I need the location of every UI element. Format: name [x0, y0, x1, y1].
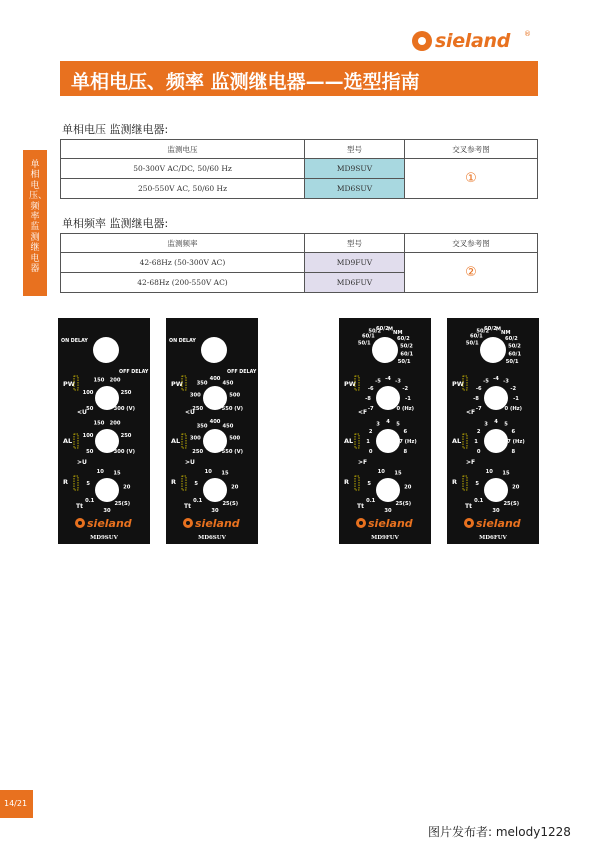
pw-label: PW: [344, 380, 356, 388]
knob1-scale-label: -2: [510, 386, 517, 392]
panel-model-label: MD6FUV: [479, 535, 507, 541]
panel-logo-text: sieland: [368, 517, 413, 530]
device-panel-md6fuv: [447, 318, 539, 544]
knob2-scale-label: 350: [196, 423, 208, 430]
panel-logo-mark-hole: [359, 521, 363, 525]
knob1-scale-label: -4: [385, 376, 391, 382]
range-cell: 250-550V AC, 50/60 Hz: [61, 179, 305, 199]
r-label: R: [171, 478, 177, 486]
mode-scale-label: 50/2: [508, 343, 521, 350]
title-bar: [60, 61, 538, 96]
knob3-scale-label: 0.1: [193, 498, 203, 504]
range-cell: 42-68Hz (50-300V AC): [61, 253, 305, 273]
knob2-scale-label: 2: [368, 429, 373, 435]
mode-scale-label: 50/1: [397, 359, 411, 365]
knob1-scale-label: 250: [120, 389, 132, 396]
knob2-scale-label: 4: [386, 419, 390, 425]
knob2-bottom-label: >F: [466, 459, 476, 466]
knob1-scale-label: 300 (V): [113, 406, 136, 412]
knob2-bottom-label: >F: [358, 459, 368, 466]
r-led-indicator: [182, 476, 186, 490]
knob2-scale-label: 5: [504, 421, 508, 428]
knob3-scale-label: 20: [123, 484, 131, 491]
knob3-scale-label: 5: [475, 481, 480, 488]
knob1-scale-label: 550 (V): [221, 406, 244, 412]
mode-scale-label: 60/1: [362, 333, 375, 340]
time-knob: [95, 478, 119, 502]
knob1-scale-label: -7: [367, 406, 374, 412]
knob1-scale-label: 200: [109, 377, 121, 384]
r-led-indicator: [463, 476, 467, 490]
knob1-scale-label: -2: [402, 386, 409, 392]
knob2-scale-label: 550 (V): [221, 449, 244, 455]
knob3-scale-label: 15: [502, 470, 510, 477]
knob2-scale-label: 250: [120, 432, 132, 439]
delay-knob: [93, 337, 119, 363]
knob1-scale-label: 50: [86, 406, 94, 412]
knob2-scale-label: 4: [494, 419, 498, 425]
knob1-scale-label: 300: [189, 392, 201, 399]
panel-model-label: MD9FUV: [371, 535, 399, 541]
knob2-bottom-label: >U: [185, 459, 195, 466]
mode-scale-label: 60/1: [400, 351, 414, 358]
knob1-scale-label: 150: [93, 377, 105, 384]
knob3-scale-label: 20: [512, 484, 520, 491]
panel-logo-mark-hole: [78, 521, 82, 525]
knob1-scale-label: -8: [473, 396, 479, 402]
model-cell: MD9SUV: [305, 159, 405, 179]
knob2-scale-label: 150: [93, 420, 105, 427]
page-title: 单相电压、频率 监测继电器——选型指南: [71, 71, 420, 93]
knob3-scale-label: 30: [384, 508, 392, 514]
time-knob: [484, 478, 508, 502]
knob3-scale-label: 15: [113, 470, 121, 477]
knob1-bottom-label: <F: [466, 409, 476, 416]
knob2-scale-label: 3: [484, 421, 488, 428]
frequency-section-heading: 单相频率 监测继电器:: [62, 217, 169, 230]
knob3-scale-label: 25(S): [114, 500, 131, 507]
knob3-scale-label: 5: [367, 481, 372, 488]
pw-label: PW: [171, 380, 183, 388]
voltage-table: [60, 139, 538, 199]
al-label: AL: [171, 437, 181, 445]
knob2-scale-label: 500: [229, 435, 241, 442]
off-delay-label: OFF DELAY: [119, 370, 149, 375]
ref-cell: [405, 253, 538, 293]
knob2-scale-label: 6: [511, 429, 516, 435]
panel-drawing: [166, 318, 258, 544]
device-panel-md9suv: [58, 318, 150, 544]
knob3-scale-label: 10: [377, 469, 385, 476]
table-row: [61, 159, 538, 179]
knob3-scale-label: 25(S): [503, 500, 520, 507]
al-label: AL: [452, 437, 462, 445]
knob3-scale-label: 20: [404, 484, 412, 491]
knob1-scale-label: 400: [209, 376, 221, 382]
mode-scale-label: 60/1: [470, 333, 483, 340]
knob1-scale-label: -1: [513, 396, 519, 402]
mode-scale-label: 60/2: [505, 335, 518, 342]
mode-scale-label: NM: [393, 330, 403, 337]
knob2-scale-label: 8: [511, 449, 516, 455]
knob2-bottom-label: >U: [77, 459, 87, 466]
knob1-scale-label: -5: [483, 378, 489, 385]
knob1-scale-label: -4: [493, 376, 499, 382]
side-tab: [23, 150, 47, 296]
knob1-bottom-label: <F: [358, 409, 368, 416]
mode-scale-label: M: [387, 326, 394, 333]
panel-drawing: [447, 318, 539, 544]
knob3-scale-label: 30: [492, 508, 500, 514]
panel-logo-mark-hole: [186, 521, 190, 525]
pw-label: PW: [452, 380, 464, 388]
mode-scale-label: 60/2: [376, 326, 389, 333]
logo-mark-icon: [412, 31, 432, 51]
knob3-scale-label: 25(S): [222, 500, 239, 507]
knob2-scale-label: 7 (Hz): [399, 439, 417, 445]
mode-scale-label: 60/2: [484, 326, 497, 333]
mode-scale-label: 50/1: [357, 340, 371, 347]
table-header: 交叉参考图: [405, 140, 538, 159]
mode-scale-label: 60/1: [508, 351, 522, 358]
publisher-watermark: 图片发布者: melody1228: [428, 825, 571, 839]
knob3-scale-label: 5: [86, 481, 91, 488]
mode-scale-label: 60/2: [397, 335, 410, 342]
range-cell: 42-68Hz (200-550V AC): [61, 273, 305, 293]
panel-drawing: [58, 318, 150, 544]
mode-scale-label: 50/2: [400, 343, 413, 350]
tt-label: Tt: [465, 503, 472, 510]
on-delay-label: ON DELAY: [169, 339, 196, 344]
knob3-scale-label: 30: [103, 508, 111, 514]
knob3-scale-label: 10: [96, 469, 104, 476]
al-led-indicator: [463, 434, 467, 448]
table-header: 监测频率: [61, 234, 305, 253]
panel-model-label: MD6SUV: [198, 535, 226, 541]
knob1-scale-label: 0 (Hz): [504, 406, 523, 412]
knob1-scale-label: -1: [405, 396, 411, 402]
al-label: AL: [344, 437, 354, 445]
knob3-scale-label: 15: [394, 470, 402, 477]
pw-label: PW: [63, 380, 75, 388]
reference-number: ②: [465, 265, 477, 280]
knob3-scale-label: 20: [231, 484, 239, 491]
r-label: R: [344, 478, 350, 486]
al-led-indicator: [355, 434, 359, 448]
frequency-table: [60, 233, 538, 293]
panel-logo-text: sieland: [195, 517, 240, 530]
knob1-bottom-label: <U: [185, 409, 195, 416]
r-led-indicator: [355, 476, 359, 490]
panel-model-label: MD9SUV: [90, 535, 118, 541]
mode-scale-label: 50/1: [505, 359, 519, 365]
model-cell: MD9FUV: [305, 253, 405, 273]
model-cell: MD6SUV: [305, 179, 405, 199]
knob2-scale-label: 8: [403, 449, 408, 455]
knob3-scale-label: 5: [194, 481, 199, 488]
knob1-bottom-label: <U: [77, 409, 87, 416]
threshold-knob-2: [484, 429, 508, 453]
knob1-scale-label: -7: [475, 406, 482, 412]
knob2-scale-label: 50: [86, 449, 94, 455]
knob3-scale-label: 15: [221, 470, 229, 477]
knob2-scale-label: 450: [222, 423, 234, 430]
registered-mark: ®: [524, 30, 531, 38]
r-label: R: [452, 478, 458, 486]
mode-scale-label: 50/1: [465, 340, 479, 347]
table-header: 监测电压: [61, 140, 305, 159]
table-row: [61, 253, 538, 273]
knob2-scale-label: 1: [474, 439, 478, 445]
mode-knob: [480, 337, 506, 363]
knob3-scale-label: 0.1: [474, 498, 484, 504]
table-header: 型号: [305, 140, 405, 159]
mode-scale-label: M: [495, 326, 502, 333]
knob1-scale-label: 0 (Hz): [396, 406, 415, 412]
knob2-scale-label: 5: [396, 421, 400, 428]
off-delay-label: OFF DELAY: [227, 370, 257, 375]
range-cell: 50-300V AC/DC, 50/60 Hz: [61, 159, 305, 179]
page-number-tab: [0, 790, 33, 818]
panel-logo-mark-hole: [467, 521, 471, 525]
knob3-scale-label: 10: [485, 469, 493, 476]
knob1-scale-label: 500: [229, 392, 241, 399]
device-panel-md6suv: [166, 318, 258, 544]
delay-knob: [201, 337, 227, 363]
time-knob: [376, 478, 400, 502]
knob2-scale-label: 0: [368, 449, 373, 455]
knob3-scale-label: 30: [211, 508, 219, 514]
panel-drawing: [339, 318, 431, 544]
tt-label: Tt: [357, 503, 364, 510]
knob2-scale-label: 400: [209, 419, 221, 425]
knob2-scale-label: 300 (V): [113, 449, 136, 455]
on-delay-label: ON DELAY: [61, 339, 88, 344]
al-label: AL: [63, 437, 73, 445]
knob3-scale-label: 0.1: [366, 498, 376, 504]
knob1-scale-label: -8: [365, 396, 371, 402]
side-tab-label: 单相电压、频率 监测继电器: [29, 160, 48, 275]
r-label: R: [63, 478, 69, 486]
knob1-scale-label: -3: [503, 378, 509, 385]
table-header: 交叉参考图: [405, 234, 538, 253]
knob1-scale-label: 450: [222, 380, 234, 387]
panel-logo-text: sieland: [476, 517, 521, 530]
knob1-scale-label: -3: [395, 378, 401, 385]
page-number: 14/21: [4, 799, 28, 808]
knob3-scale-label: 25(S): [395, 500, 412, 507]
mode-scale-label: 50/2: [368, 328, 382, 335]
table-header: 型号: [305, 234, 405, 253]
panel-logo-text: sieland: [87, 517, 132, 530]
al-led-indicator: [182, 434, 186, 448]
knob2-scale-label: 200: [109, 420, 121, 427]
knob2-scale-label: 7 (Hz): [507, 439, 525, 445]
knob1-scale-label: 350: [196, 380, 208, 387]
knob2-scale-label: 100: [82, 432, 94, 439]
ref-cell: [405, 159, 538, 199]
r-led-indicator: [74, 476, 78, 490]
knob2-scale-label: 300: [189, 435, 201, 442]
voltage-section-heading: 单相电压 监测继电器:: [62, 123, 169, 136]
al-led-indicator: [74, 434, 78, 448]
threshold-knob-2: [376, 429, 400, 453]
model-cell: MD6FUV: [305, 273, 405, 293]
knob1-scale-label: 100: [82, 389, 94, 396]
knob2-scale-label: 2: [476, 429, 481, 435]
knob1-scale-label: -6: [475, 386, 482, 392]
knob1-scale-label: 250: [192, 406, 204, 412]
table-header-row: [61, 234, 538, 253]
knob2-scale-label: 250: [192, 449, 204, 455]
tt-label: Tt: [184, 503, 191, 510]
tt-label: Tt: [76, 503, 83, 510]
reference-number: ①: [465, 171, 477, 186]
time-knob: [203, 478, 227, 502]
knob2-scale-label: 0: [476, 449, 481, 455]
knob2-scale-label: 1: [366, 439, 370, 445]
knob1-scale-label: -5: [375, 378, 381, 385]
knob1-scale-label: -6: [367, 386, 374, 392]
sieland-logo: [412, 30, 510, 52]
knob2-scale-label: 3: [376, 421, 380, 428]
knob2-scale-label: 6: [403, 429, 408, 435]
mode-scale-label: 50/2: [476, 328, 490, 335]
knob3-scale-label: 0.1: [85, 498, 95, 504]
device-panel-md9fuv: [339, 318, 431, 544]
mode-knob: [372, 337, 398, 363]
table-header-row: [61, 140, 538, 159]
logo-text: sieland: [435, 30, 511, 52]
mode-scale-label: NM: [501, 330, 511, 337]
knob3-scale-label: 10: [204, 469, 212, 476]
